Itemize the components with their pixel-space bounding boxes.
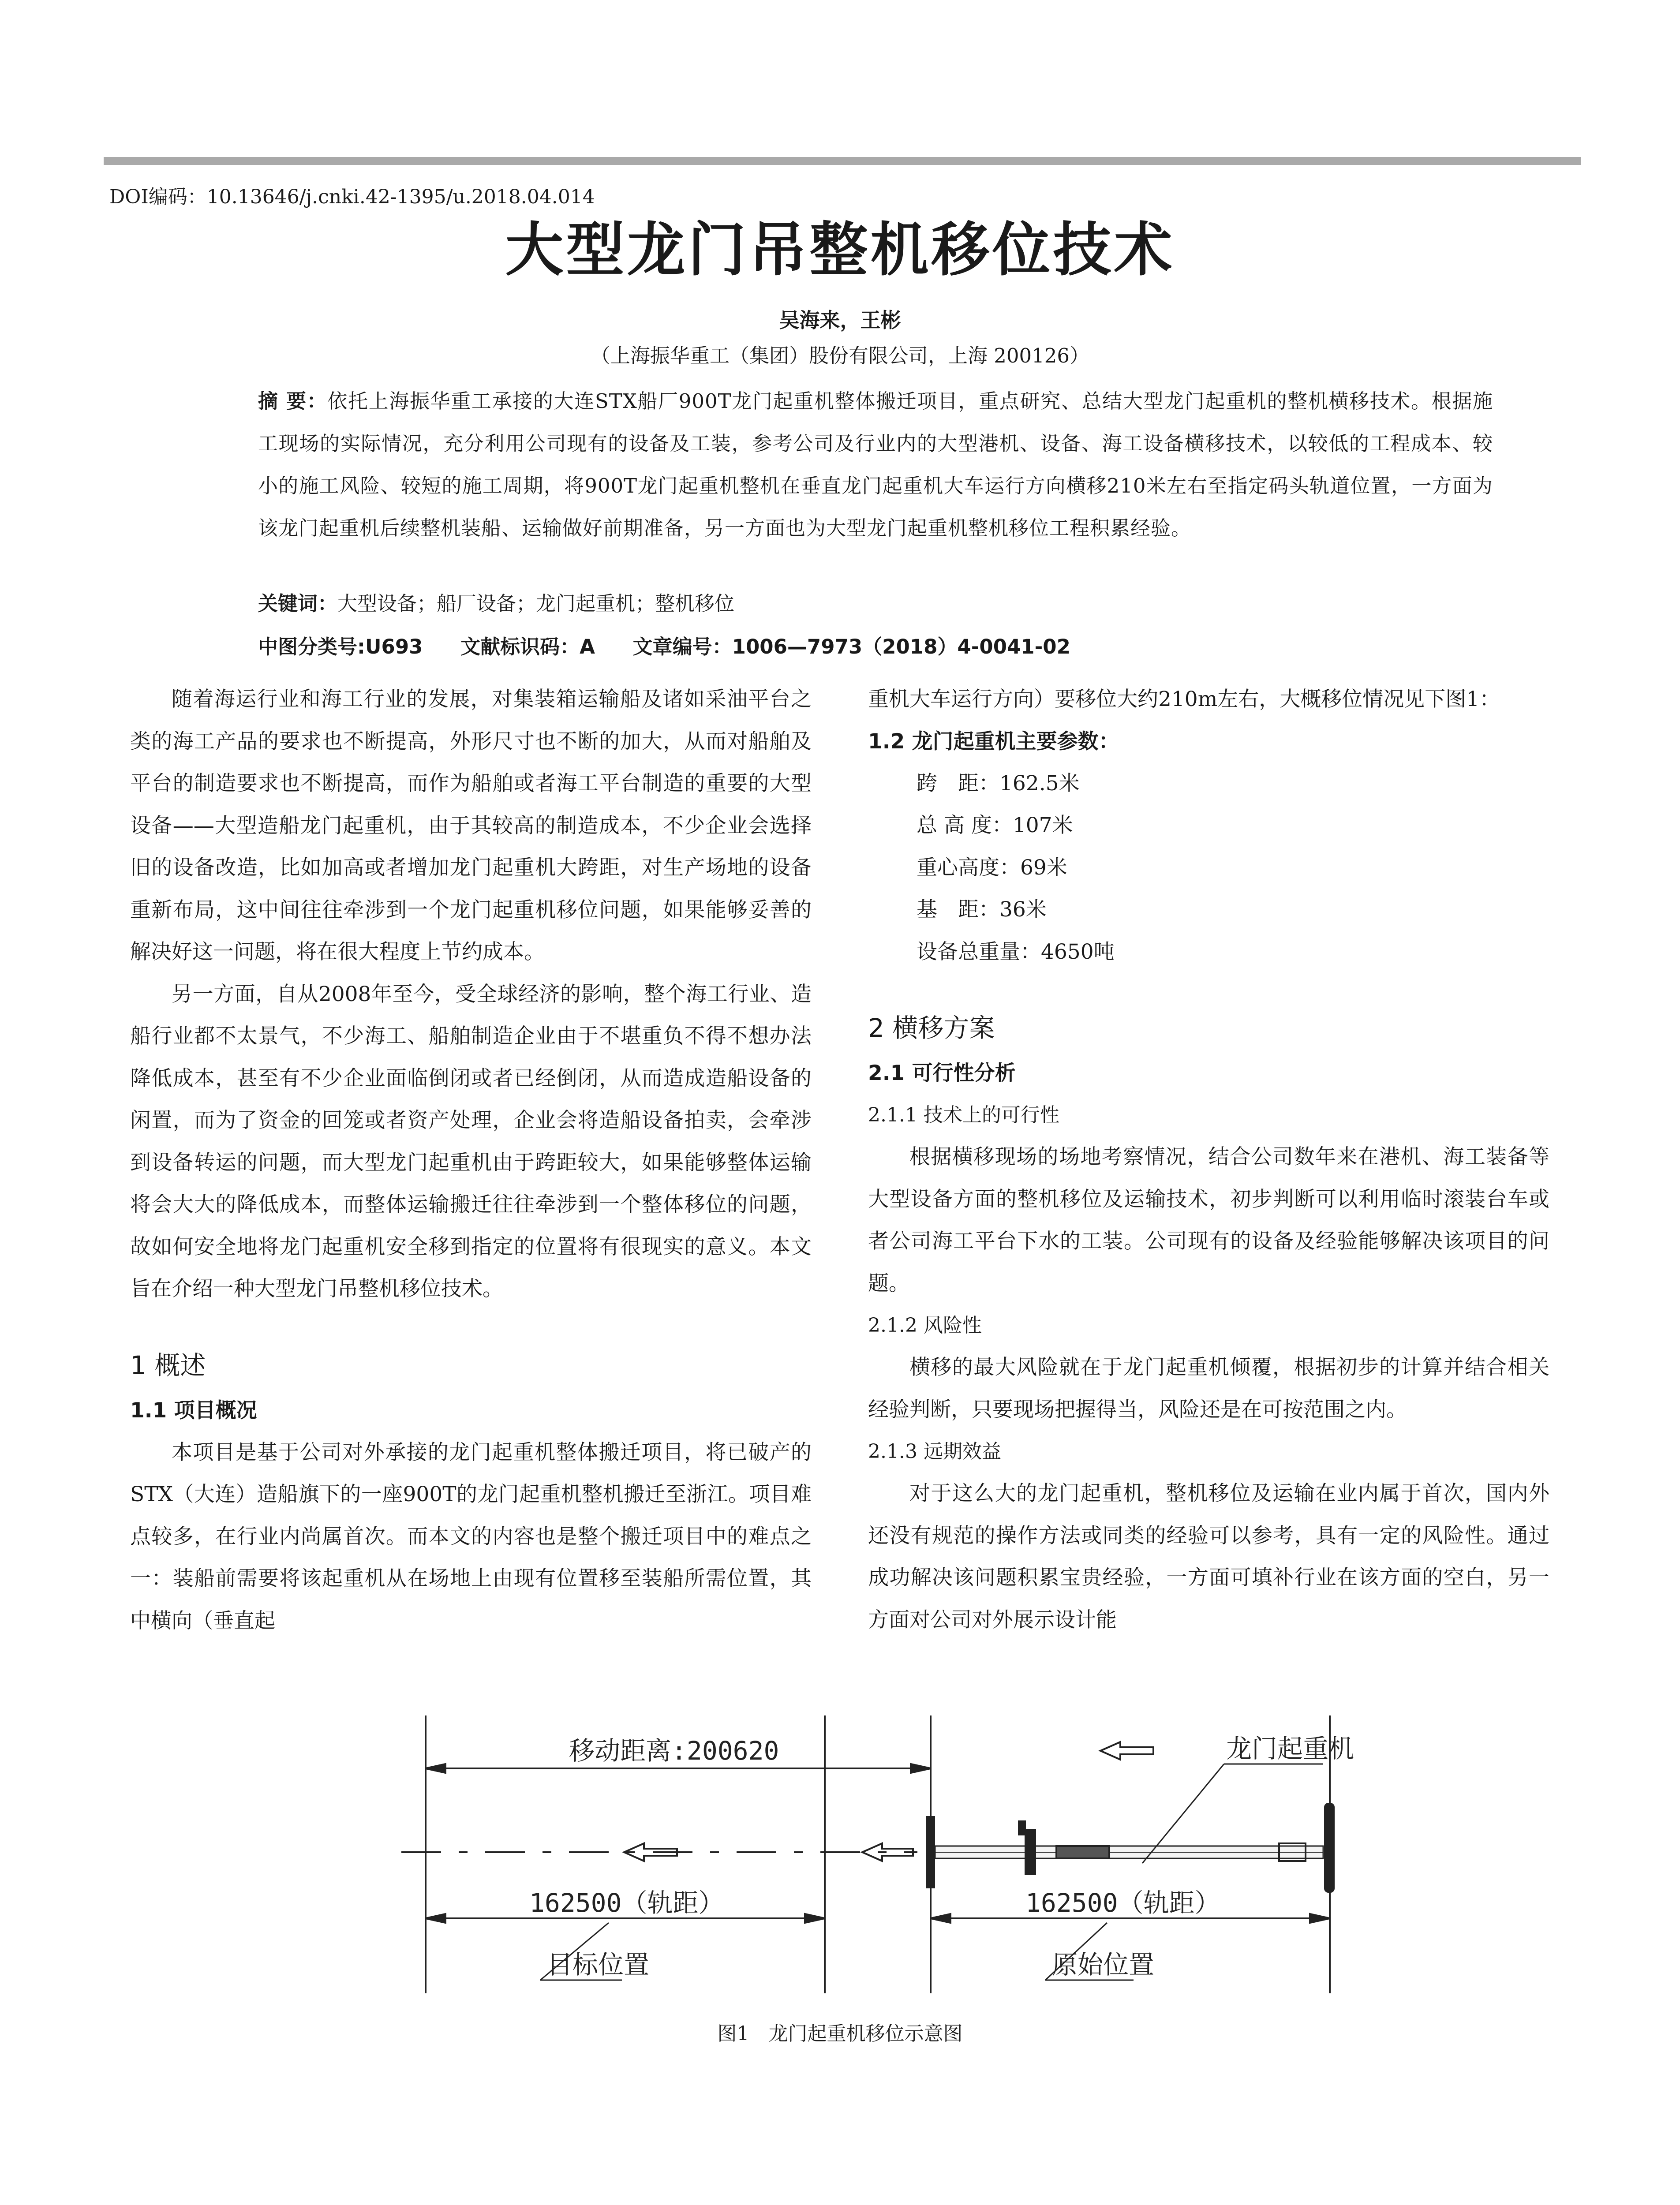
abstract-label: 摘 要： — [258, 389, 328, 413]
authors: 吴海来，王彬 — [779, 308, 901, 332]
paragraph: 本项目是基于公司对外承接的龙门起重机整体搬迁项目，将已破产的STX（大连）造船旗下的一座900T的龙门起重机整机搬迁至浙江。项目难点较多，在行业内尚属首次。而本文的内容也是整个搬迁项目中的难点之一：装船前需要将该起重机从在场地上由现有位置移至装船所需位置，其中横向（垂直起 — [130, 1440, 812, 1633]
move-direction-arrow — [1100, 1742, 1153, 1760]
parameter-item: 设备总重量：4650吨 — [917, 939, 1115, 964]
dimension-arrow — [426, 1914, 445, 1923]
dimension-arrow — [426, 1764, 445, 1773]
crane-hoist — [1019, 1821, 1025, 1835]
move-distance-label: 移动距离:200620 — [569, 1736, 779, 1766]
target-span-label: 162500（轨距） — [529, 1888, 724, 1918]
right-column — [868, 678, 1549, 1641]
clc-number: 中图分类号:U693 — [258, 635, 423, 658]
parameter-item: 基 距：36米 — [917, 897, 1047, 922]
paragraph: 根据横移现场的场地考察情况，结合公司数年来在港机、海工装备等大型设备方面的整机移位及运输技术，初步判断可以利用临时滚装台车或者公司海工平台下水的工装。公司现有的设备及经验能够解决该项目的问题。 — [868, 1145, 1549, 1296]
crane-relocation-diagram — [384, 1711, 1354, 1993]
figure-caption: 图1 龙门起重机移位示意图 — [717, 2022, 963, 2045]
crane-trolley — [1025, 1830, 1035, 1874]
crane-trolley-frame — [1056, 1846, 1109, 1858]
dimension-arrow — [931, 1914, 950, 1923]
parameter-list — [868, 762, 1549, 973]
header-rule — [104, 157, 1581, 165]
dimension-arrow — [911, 1764, 931, 1773]
paper-title: 大型龙门吊整机移位技术 — [505, 216, 1175, 284]
document-code: 文献标识码：A — [460, 635, 595, 658]
crane-right-leg — [1325, 1804, 1334, 1892]
subsection-heading: 2.1 可行性分析 — [868, 1061, 1016, 1085]
page-footer — [1257, 2200, 1538, 2205]
keywords-text: 大型设备；船厂设备；龙门起重机；整机移位 — [337, 592, 735, 615]
abstract-text: 依托上海振华重工承接的大连STX船厂900T龙门起重机整体搬迁项目，重点研究、总结大型龙门起重机的整机横移技术。根据施工现场的实际情况，充分利用公司现有的设备及工装，参考公司及行业内的大型港机、设备、海工设备横移技术，以较低的工程成本、较小的施工风险、较短的施工周期，将900T龙门起重机整机在垂直龙门起重机大车运行方向横移210米左右至指定码头轨道位置，一方面为该龙门起重机后续整机装船、运输做好前期准备，另一方面也为大型龙门起重机整机移位工程积累经验。 — [258, 389, 1493, 540]
affiliation: （上海振华重工（集团）股份有限公司，上海 200126） — [590, 344, 1090, 367]
keywords — [258, 587, 734, 616]
origin-position-label: 原始位置 — [1052, 1950, 1155, 1980]
parameter-item: 重心高度：69米 — [917, 855, 1067, 880]
section-heading: 1 概述 — [130, 1350, 206, 1380]
article-number: 文章编号：1006—7973（2018）4-0041-02 — [632, 635, 1070, 658]
paragraph: 随着海运行业和海工行业的发展，对集装箱运输船及诸如采油平台之类的海工产品的要求也不断提高，外形尺寸也不断的加大，从而对船舶及平台的制造要求也不断提高，而作为船舶或者海工平台制造的重要的大型设备——大型造船龙门起重机，由于其较高的制造成本，不少企业会选择旧的设备改造，比如加高或者增加龙门起重机大跨距，对生产场地的设备重新布局，这中间往往牵涉到一个龙门起重机移位问题，如果能够妥善的解决好这一问题，将在很大程度上节约成本。 — [130, 687, 812, 964]
left-column — [130, 678, 812, 1642]
origin-span-label: 162500（轨距） — [1025, 1888, 1220, 1918]
classification-line — [258, 631, 1101, 659]
section-heading: 2 横移方案 — [868, 1013, 995, 1043]
subsubsection-heading: 2.1.1 技术上的可行性 — [868, 1104, 1059, 1126]
subsubsection-heading: 2.1.3 远期效益 — [868, 1440, 1001, 1463]
crane-label: 龙门起重机 — [1226, 1734, 1354, 1764]
paragraph: 对于这么大的龙门起重机，整机移位及运输在业内属于首次，国内外还没有规范的操作方法或同类的经验可以参考，具有一定的风险性。通过成功解决该问题积累宝贵经验，一方面可填补行业在该方面的空白，另一方面对公司对外展示设计能 — [868, 1481, 1549, 1632]
crane-left-leg — [927, 1817, 934, 1887]
dimension-arrow — [1310, 1914, 1330, 1923]
paragraph: 另一方面，自从2008年至今，受全球经济的影响，整个海工行业、造船行业都不太景气，不少海工、船舶制造企业由于不堪重负不得不想办法降低成本，甚至有不少企业面临倒闭或者已经倒闭，从而造成造船设备的闲置，而为了资金的回笼或者资产处理，企业会将造船设备拍卖，会牵涉到设备转运的问题，而大型龙门起重机由于跨距较大，如果能够整体运输将会大大的降低成本，而整体运输搬迁往往牵涉到一个整体移位的问题，故如何安全地将龙门起重机安全移到指定的位置将有很现实的意义。本文旨在介绍一种大型龙门吊整机移位技术。 — [130, 982, 812, 1301]
subsection-heading: 1.2 龙门起重机主要参数： — [868, 729, 1119, 754]
paragraph: 重机大车运行方向）要移位大约210m左右，大概移位情况见下图1： — [868, 687, 1500, 711]
subsection-heading: 1.1 项目概况 — [130, 1398, 257, 1423]
dimension-arrow — [805, 1914, 825, 1923]
doi-line: DOI编码：10.13646/j.cnki.42-1395/u.2018.04.014 — [109, 186, 595, 208]
parameter-item: 跨 距：162.5米 — [917, 771, 1080, 796]
parameter-item: 总 高 度：107米 — [917, 813, 1073, 837]
paragraph: 横移的最大风险就在于龙门起重机倾覆，根据初步的计算并结合相关经验判断，只要现场把握得当，风险还是在可按范围之内。 — [868, 1355, 1549, 1422]
subsubsection-heading: 2.1.2 风险性 — [868, 1314, 982, 1337]
target-position-label: 目标位置 — [547, 1950, 650, 1980]
keywords-label: 关键词： — [258, 592, 338, 615]
abstract — [258, 380, 1493, 549]
